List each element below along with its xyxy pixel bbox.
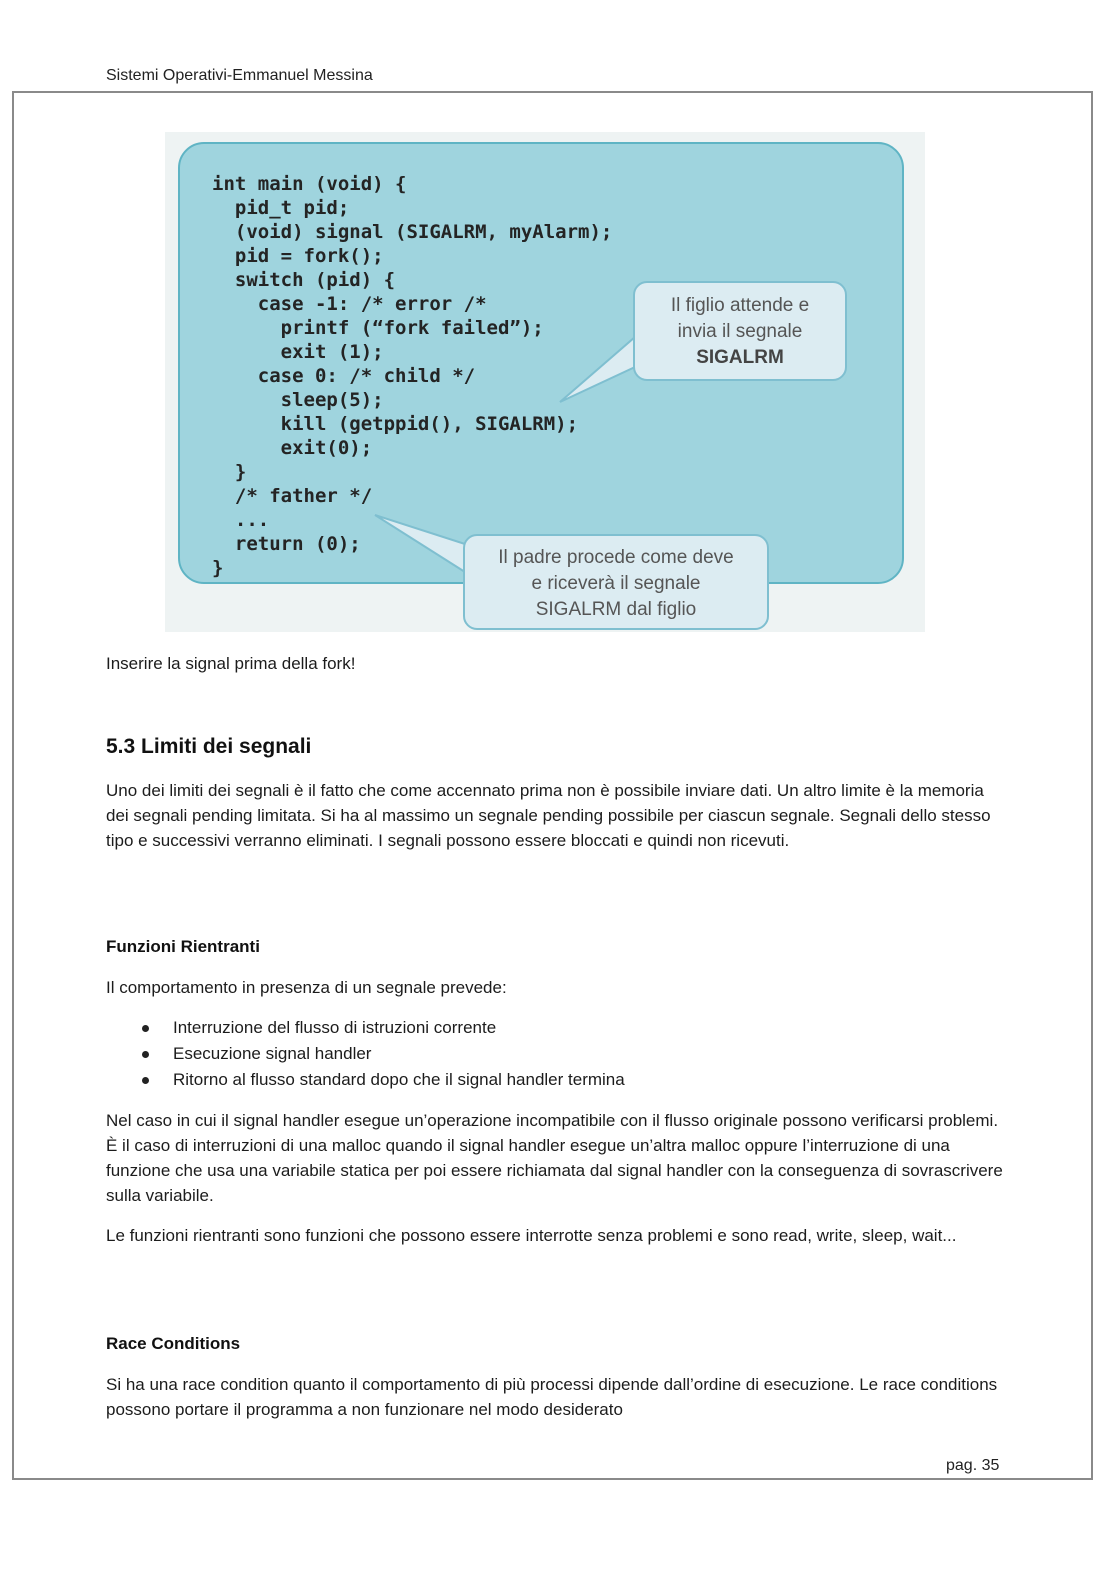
- subsection-heading: Race Conditions: [106, 1334, 241, 1353]
- section-limits: [106, 734, 1006, 759]
- note-paragraph: Inserire la signal prima della fork!: [106, 654, 356, 673]
- paragraph: Si ha una race condition quanto il comportamento di più processi dipende dall’ordine di esecuzione. Le race conditions possono portare il programma a non funzionare nel modo desiderato: [106, 1375, 998, 1419]
- section-reentrant-intro: [106, 975, 1006, 1000]
- callout-father: [463, 534, 769, 630]
- paragraph: Le funzioni rientranti sono funzioni che possono essere interrotte senza problemi e sono read, write, sleep, wait...: [106, 1226, 957, 1245]
- code-line: case 0: /* child */: [212, 365, 476, 387]
- code-line: pid_t pid;: [212, 197, 350, 219]
- callout-child-line: Il figlio attende e: [670, 295, 810, 316]
- code-line: case -1: /* error /*: [212, 293, 487, 315]
- callout-child-line: [635, 345, 845, 371]
- code-line: /* father */: [212, 485, 373, 507]
- code-line: exit(0);: [212, 437, 373, 459]
- section-race: [106, 1331, 1006, 1356]
- note-text: [106, 651, 1006, 676]
- paragraph: Uno dei limiti dei segnali è il fatto che come accennato prima non è possibile inviare dati. Un altro limite è la memoria dei segnali pending limitata. Si ha al massimo un segnale pending possibile per ciascun segnale. Segnali dello stesso tipo e successivi verranno eliminati. I segnali possono essere bloccati e quindi non ricevuti.: [106, 781, 991, 850]
- code-line: (void) signal (SIGALRM, myAlarm);: [212, 221, 613, 243]
- code-line: return (0);: [212, 533, 361, 555]
- section-heading: 5.3 Limiti dei segnali: [106, 735, 312, 758]
- code-line: int main (void) {: [212, 173, 407, 195]
- code-line: exit (1);: [212, 341, 384, 363]
- paragraph: Il comportamento in presenza di un segnale prevede:: [106, 978, 507, 997]
- code-line: }: [212, 557, 224, 579]
- list-item: Interruzione del flusso di istruzioni corrente: [106, 1015, 1006, 1041]
- callout-father-line: e riceverà il segnale: [531, 573, 701, 594]
- list-item: Esecuzione signal handler: [106, 1041, 1006, 1067]
- section-reentrant-body1: [106, 1108, 1006, 1208]
- section-race-body: [106, 1372, 1006, 1422]
- code-line: ...: [212, 509, 270, 531]
- callout-child: [633, 281, 847, 381]
- callout-child-signal: SIGALRM: [696, 347, 784, 368]
- paragraph: Nel caso in cui il signal handler esegue un’operazione incompatibile con il flusso originale possono verificarsi problemi. È il caso di interruzioni di una malloc quando il signal handler esegue un’altra malloc oppure l’interruzione di una funzione che usa una variabile statica per poi essere richiamata dal signal handler con la conseguenza di sovrascrivere sulla variabile.: [106, 1111, 1003, 1205]
- code-line: }: [212, 461, 247, 483]
- section-reentrant-body2: [106, 1223, 1006, 1248]
- callout-father-line: SIGALRM dal figlio: [535, 599, 697, 620]
- bullet-list: [106, 1015, 1006, 1093]
- callout-child-tail: [560, 337, 635, 402]
- callout-father-line: Il padre procede come deve: [498, 547, 734, 568]
- code-line: sleep(5);: [212, 389, 384, 411]
- list-item: Ritorno al flusso standard dopo che il signal handler termina: [106, 1067, 1006, 1093]
- subsection-heading: Funzioni Rientranti: [106, 937, 260, 956]
- callout-child-line: invia il segnale: [677, 321, 803, 342]
- section-limits-body: [106, 778, 1006, 853]
- code-line: kill (getppid(), SIGALRM);: [212, 413, 579, 435]
- callout-father-tail: [375, 515, 465, 572]
- code-line: printf (“fork failed”);: [212, 317, 544, 339]
- code-line: pid = fork();: [212, 245, 384, 267]
- code-figure: [165, 132, 925, 642]
- document-header: Sistemi Operativi-Emmanuel Messina: [106, 67, 373, 84]
- bullet-list-container: [106, 1015, 1006, 1093]
- code-line: switch (pid) {: [212, 269, 396, 291]
- page-number: pag. 35: [946, 1457, 1000, 1474]
- section-reentrant: [106, 934, 1006, 959]
